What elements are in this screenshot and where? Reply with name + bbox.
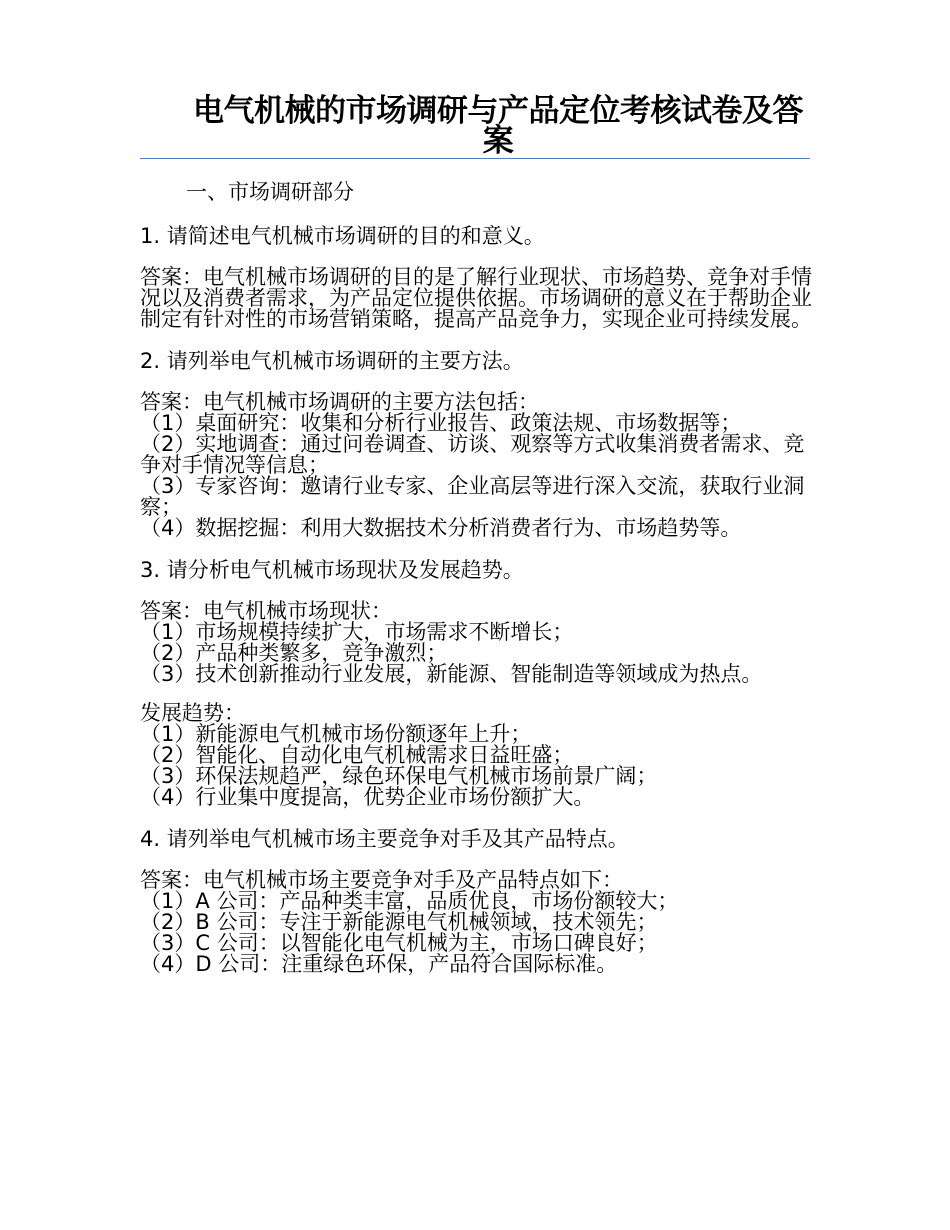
answer-2-item: （1）桌面研究：收集和分析行业报告、政策法规、市场数据等； — [140, 411, 742, 435]
trend-item: （2）智能化、自动化电气机械需求日益旺盛； — [140, 743, 574, 767]
answer-3 — [140, 601, 812, 685]
answer-4-intro: 答案：电气机械市场主要竞争对手及产品特点如下： — [140, 868, 623, 892]
document-title: 电气机械的市场调研与产品定位考核试卷及答案 — [193, 93, 803, 159]
answer-2-item: （3）专家咨询：邀请行业专家、企业高层等进行深入交流，获取行业洞察； — [140, 474, 805, 519]
question-4: 4. 请列举电气机械市场主要竞争对手及其产品特点。 — [140, 827, 629, 851]
question-1: 1. 请简述电气机械市场调研的目的和意义。 — [140, 224, 545, 248]
answer-3-item: （2）产品种类繁多，竞争激烈； — [140, 641, 448, 665]
answer-4-item: （1）A 公司：产品种类丰富，品质优良，市场份额较大； — [140, 889, 679, 913]
section-heading-market-research: 一、市场调研部分 — [186, 180, 354, 204]
answer-3-intro: 答案：电气机械市场现状： — [140, 599, 392, 623]
title-underline — [140, 158, 810, 159]
question-2: 2. 请列举电气机械市场调研的主要方法。 — [140, 349, 524, 373]
answer-1: 答案：电气机械市场调研的目的是了解行业现状、市场趋势、竞争对手情况以及消费者需求，为产品定位提供依据。市场调研的意义在于帮助企业制定有针对性的市场营销策略，提高产品竞争力，实现企业可持续发展。 — [140, 265, 812, 331]
answer-2 — [140, 392, 812, 539]
answer-4-item: （4）D 公司：注重绿色环保，产品符合国际标准。 — [140, 952, 618, 976]
answer-3-item: （3）技术创新推动行业发展，新能源、智能制造等领域成为热点。 — [140, 662, 763, 686]
answer-2-item: （2）实地调查：通过问卷调查、访谈、观察等方式收集消费者需求、竞争对手情况等信息； — [140, 432, 805, 477]
trend-heading: 发展趋势： — [140, 701, 245, 725]
document-page — [140, 93, 812, 976]
answer-2-item: （4）数据挖掘：利用大数据技术分析消费者行为、市场趋势等。 — [140, 516, 742, 540]
answer-3-trends — [140, 703, 812, 808]
answer-4-item: （3）C 公司：以智能化电气机械为主，市场口碑良好； — [140, 931, 658, 955]
trend-item: （3）环保法规趋严，绿色环保电气机械市场前景广阔； — [140, 764, 658, 788]
answer-4-item: （2）B 公司：专注于新能源电气机械领域，技术领先； — [140, 910, 658, 934]
trend-item: （4）行业集中度提高，优势企业市场份额扩大。 — [140, 785, 595, 809]
answer-2-intro: 答案：电气机械市场调研的主要方法包括： — [140, 390, 539, 414]
question-3: 3. 请分析电气机械市场现状及发展趋势。 — [140, 558, 524, 582]
answer-3-item: （1）市场规模持续扩大，市场需求不断增长； — [140, 620, 574, 644]
trend-item: （1）新能源电气机械市场份额逐年上升； — [140, 722, 532, 746]
answer-4 — [140, 870, 812, 975]
